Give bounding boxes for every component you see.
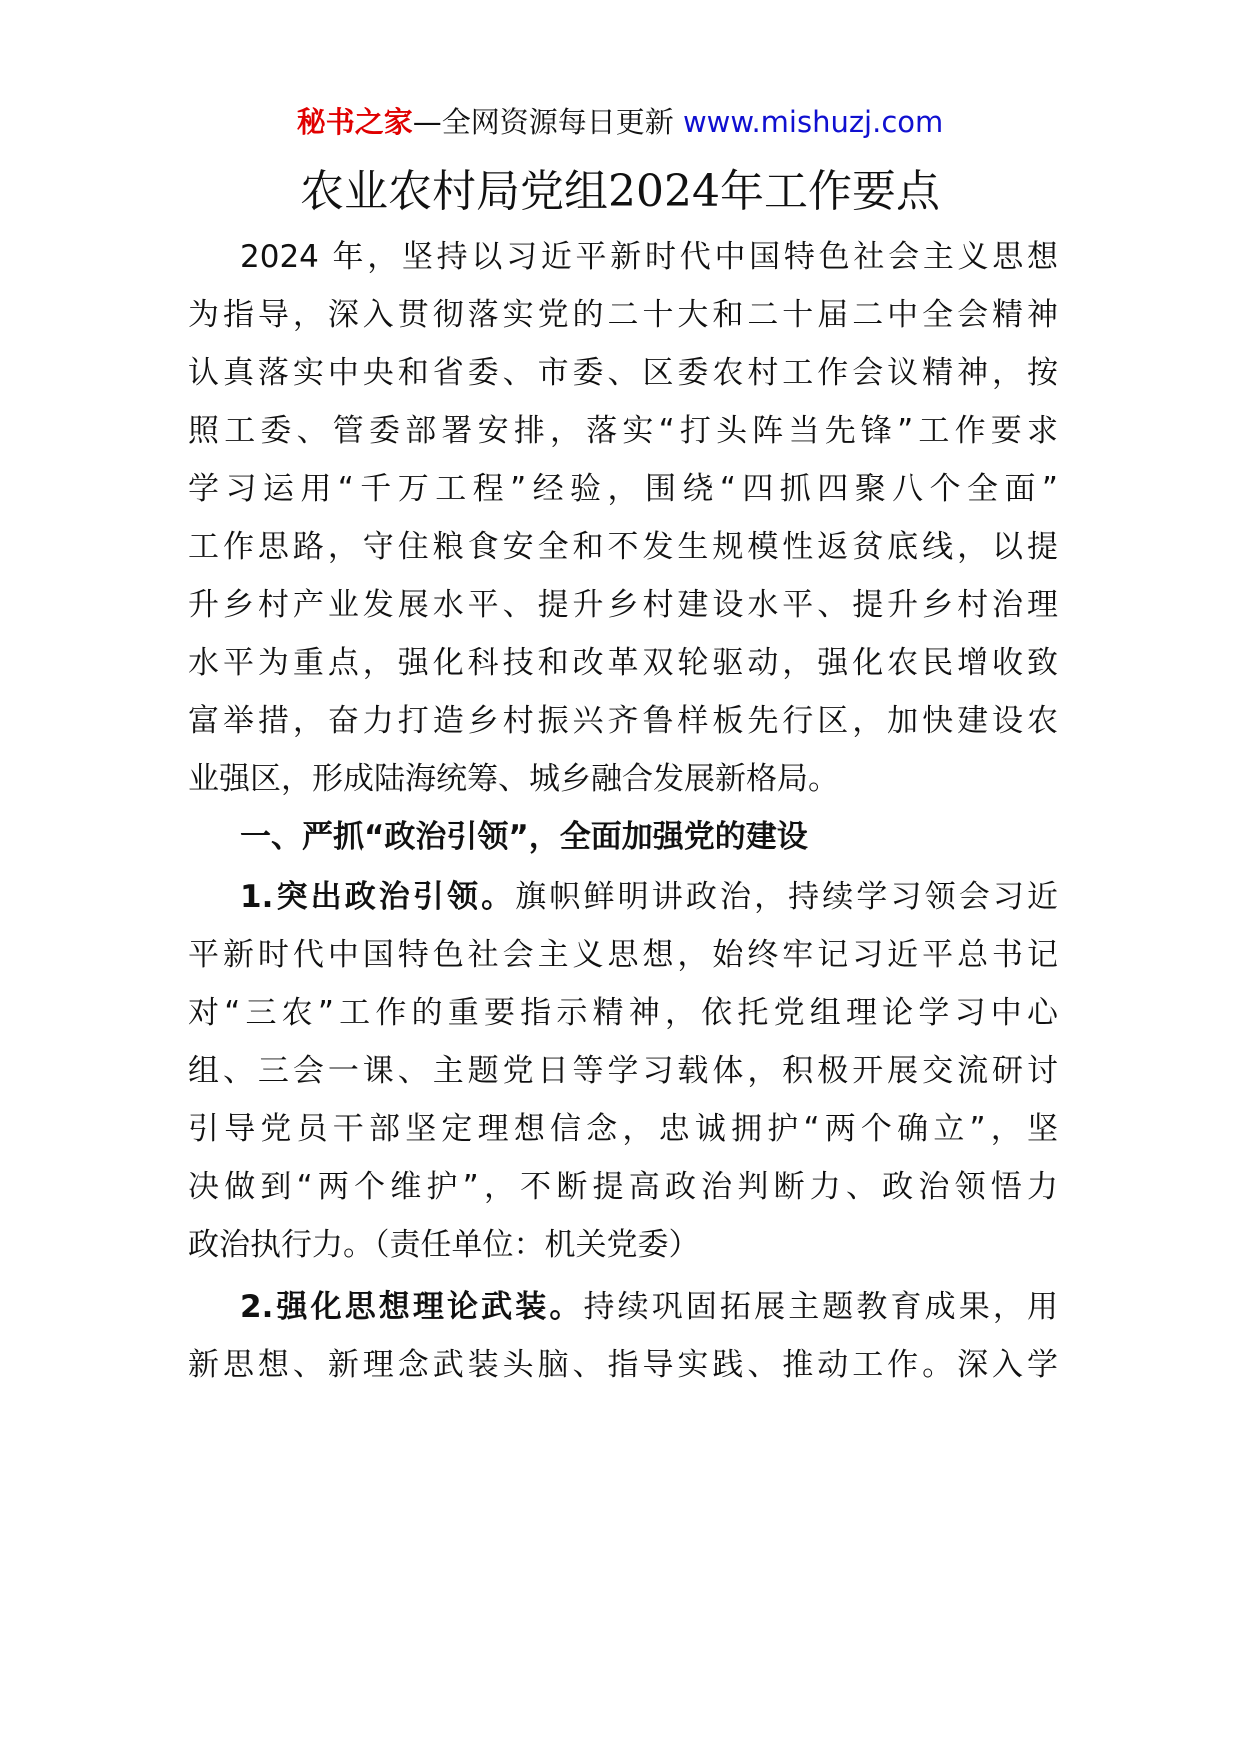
item-first-line	[240, 1283, 1058, 1331]
item-first-line	[240, 873, 1058, 921]
paragraph-line: 水平为重点，强化科技和改革双轮驱动，强化农民增收致	[188, 645, 1058, 681]
paragraph-line: 照工委、管委部署安排，落实“打头阵当先锋”工作要求	[188, 413, 1058, 449]
title-suffix: 年工作要点	[719, 166, 940, 217]
paragraph-line: 学习运用“千万工程”经验，围绕“四抓四聚八个全面”	[188, 471, 1058, 507]
paragraph-line: 为指导，深入贯彻落实党的二十大和二十届二中全会精神	[188, 297, 1058, 333]
paragraph-line: 平新时代中国特色社会主义思想，始终牢记习近平总书记	[188, 937, 1058, 973]
title-prefix: 农业农村局党组	[300, 166, 608, 217]
paragraph-line: 新思想、新理念武装头脑、指导实践、推动工作。深入学	[188, 1347, 1058, 1383]
document-title	[0, 160, 1240, 224]
title-year: 2024	[608, 166, 720, 217]
paragraph-line: 2024 年，坚持以习近平新时代中国特色社会主义思想	[240, 239, 1058, 275]
item-text: 持续巩固拓展主题教育成果，用	[583, 1289, 1058, 1325]
paragraph-line: 决做到“两个维护”，不断提高政治判断力、政治领悟力	[188, 1169, 1058, 1205]
site-header	[0, 100, 1240, 144]
paragraph-line: 引导党员干部坚定理想信念，忠诚拥护“两个确立”，坚	[188, 1111, 1058, 1147]
paragraph-line: 对“三农”工作的重要指示精神，依托党组理论学习中心	[188, 995, 1058, 1031]
item-heading: 1.突出政治引领。	[240, 879, 516, 915]
paragraph-line: 工作思路，守住粮食安全和不发生规模性返贫底线，以提	[188, 529, 1058, 565]
section-heading: 一、严抓“政治引领”，全面加强党的建设	[240, 819, 808, 855]
site-url-link[interactable]: www.mishuzj.com	[682, 105, 944, 139]
paragraph-line: 富举措，奋力打造乡村振兴齐鲁样板先行区，加快建设农	[188, 703, 1058, 739]
item-heading: 2.强化思想理论武装。	[240, 1289, 584, 1325]
header-slogan: —全网资源每日更新	[412, 105, 674, 139]
paragraph-line: 业强区，形成陆海统筹、城乡融合发展新格局。	[188, 761, 839, 797]
paragraph-line: 升乡村产业发展水平、提升乡村建设水平、提升乡村治理	[188, 587, 1058, 623]
paragraph-line: 政治执行力。（责任单位：机关党委）	[188, 1227, 700, 1263]
paragraph-line: 认真落实中央和省委、市委、区委农村工作会议精神，按	[188, 355, 1058, 391]
brand-name: 秘书之家	[296, 105, 413, 139]
paragraph-line: 组、三会一课、主题党日等学习载体，积极开展交流研讨	[188, 1053, 1058, 1089]
item-text: 旗帜鲜明讲政治，持续学习领会习近	[515, 879, 1058, 915]
